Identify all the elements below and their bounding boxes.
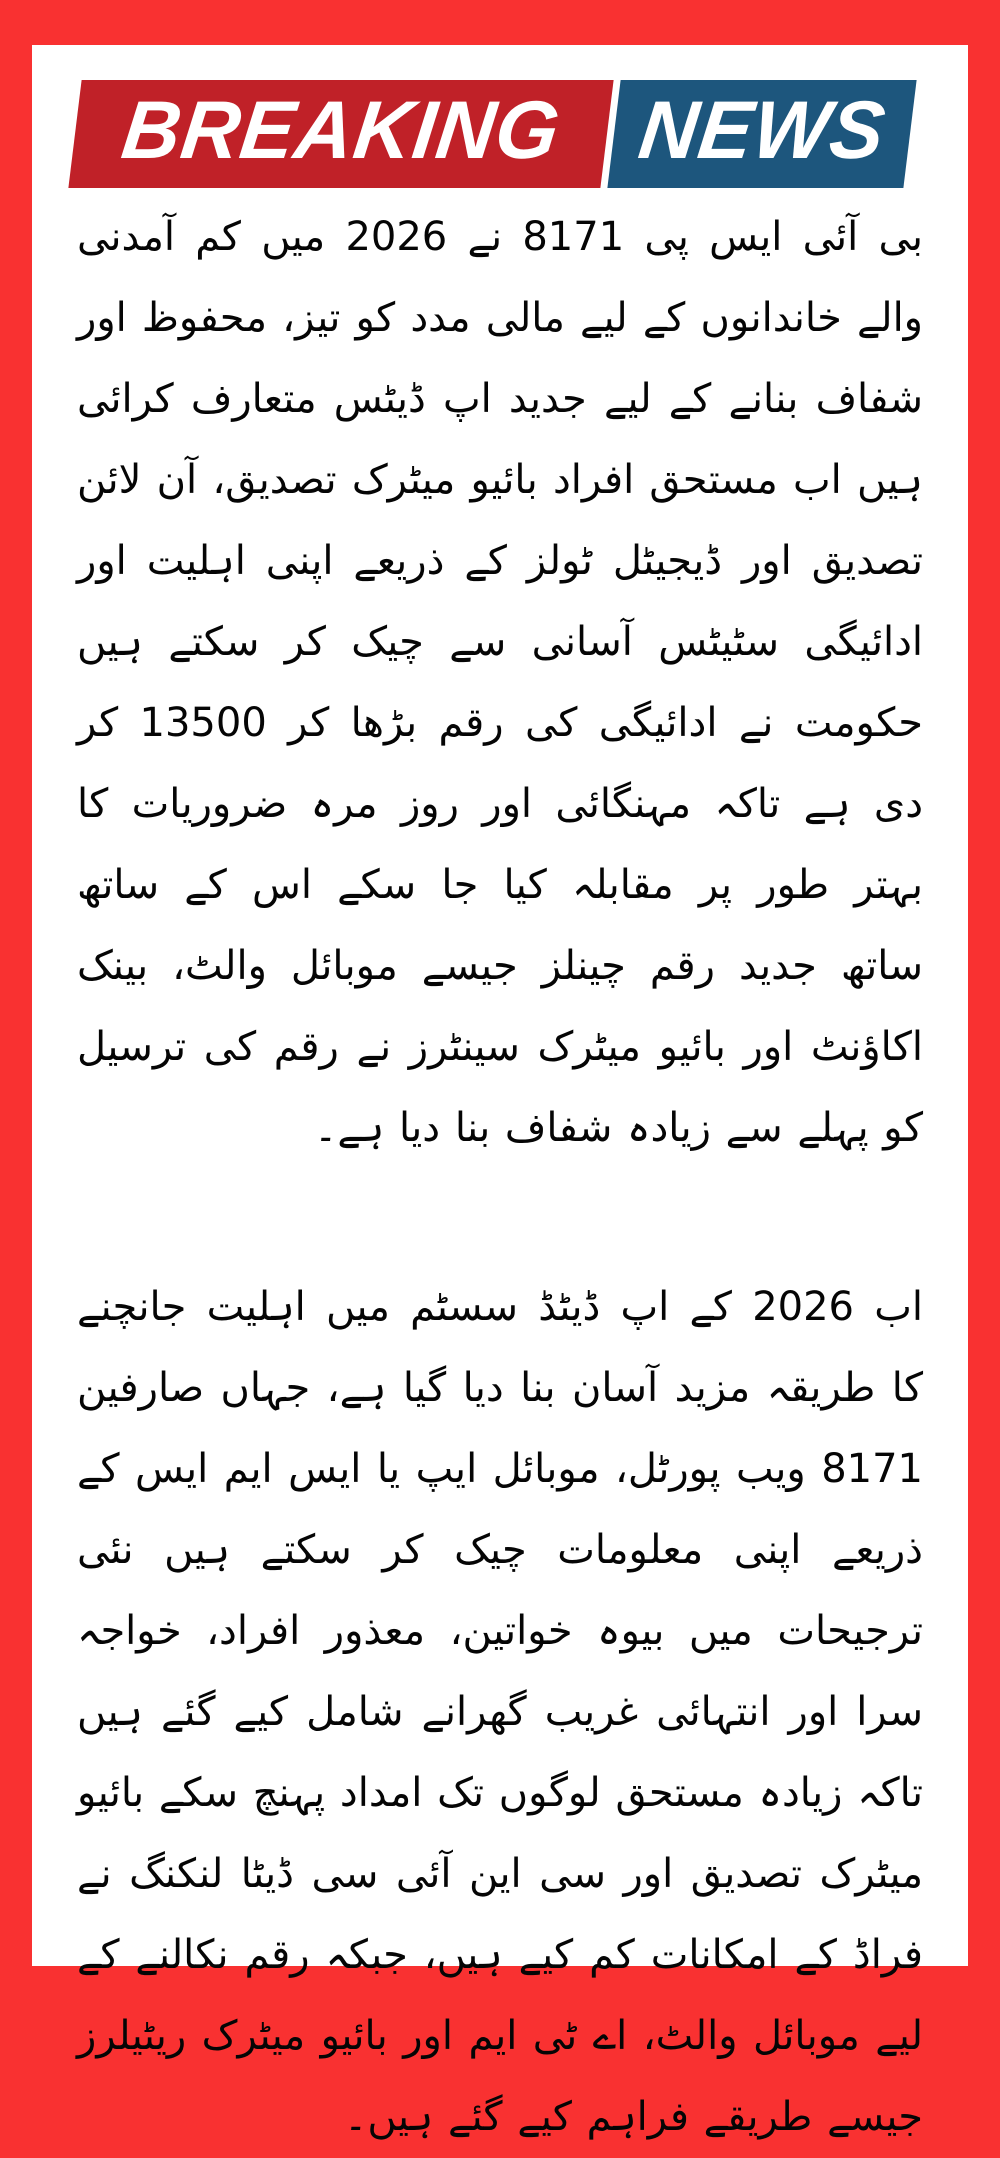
paragraph-1: بی آئی ایس پی 8171 نے 2026 میں کم آمدنی والے خاندانوں کے لیے مالی مدد کو تیز، محفوظ اور شفاف بنانے کے لیے جدید اپ ڈیٹس متعارف کرائی ہیں اب مستحق افراد بائیو میٹرک تصدیق، آن لائن تصدیق اور ڈیجیٹل ٹولز کے ذریعے اپنی اہلیت اور ادائیگی سٹیٹس آسانی سے چیک کر سکتے ہیں حکومت نے ادائیگی کی رقم بڑھا کر 13500 کر دی ہے تاکہ مہنگائی اور روز مرہ ضروریات کا بہتر طور پر مقابلہ کیا جا سکے اس کے ساتھ ساتھ جدید رقم چینلز جیسے موبائل والٹ، بینک اکاؤنٹ اور بائیو میٹرک سینٹرز نے رقم کی ترسیل کو پہلے سے زیادہ شفاف بنا دیا ہے۔ [77, 214, 924, 1151]
news-label: NEWS [634, 85, 891, 176]
article-body [77, 197, 923, 2158]
breaking-label: BREAKING [117, 85, 566, 176]
breaking-badge [68, 80, 613, 188]
news-badge [607, 80, 916, 188]
breaking-news-banner [75, 80, 910, 188]
news-card [32, 45, 968, 2140]
paragraph-2: اب 2026 کے اپ ڈیٹڈ سسٹم میں اہلیت جانچنے کا طریقہ مزید آسان بنا دیا گیا ہے، جہاں صارفین 8171 ویب پورٹل، موبائل ایپ یا ایس ایم ایس کے ذریعے اپنی معلومات چیک کر سکتے ہیں نئی ترجیحات میں بیوہ خواتین، معذور افراد، خواجہ سرا اور انتہائی غریب گھرانے شامل کیے گئے ہیں تاکہ زیادہ مستحق لوگوں تک امداد پہنچ سکے بائیو میٹرک تصدیق اور سی این آئی سی ڈیٹا لنکنگ نے فراڈ کے امکانات کم کیے ہیں، جبکہ رقم نکالنے کے لیے موبائل والٹ، اے ٹی ایم اور بائیو میٹرک ریٹیلرز جیسے طریقے فراہم کیے گئے ہیں۔ [77, 1284, 923, 2140]
